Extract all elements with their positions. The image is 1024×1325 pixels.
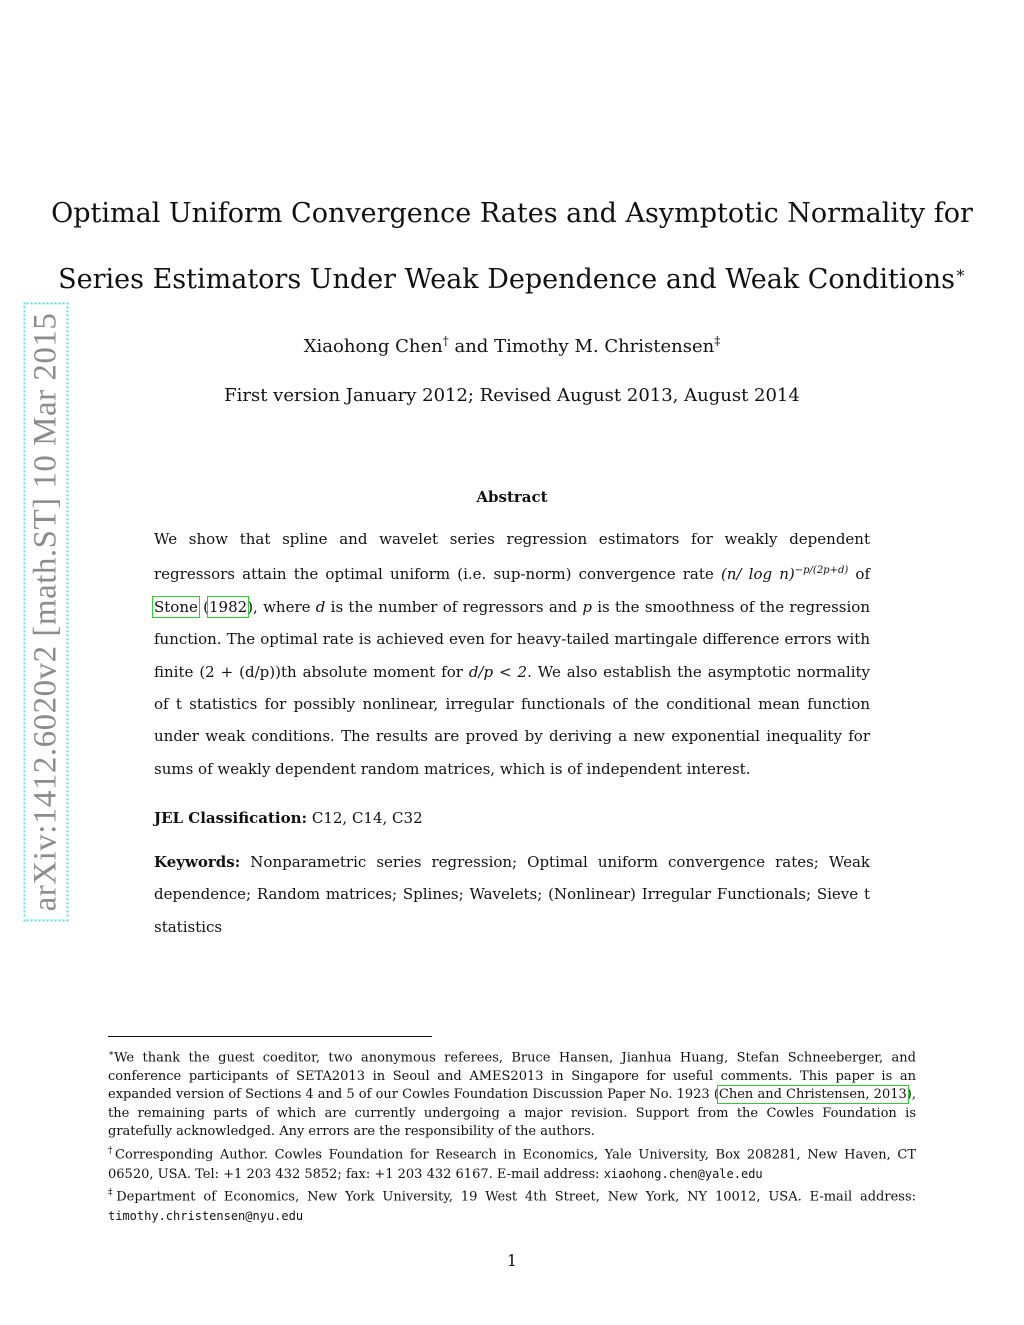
keywords-label: Keywords: [154,853,241,871]
abstract-heading: Abstract [476,488,548,506]
abstract-of: of [848,565,871,584]
title-line-1-text: Optimal Uniform Convergence Rates and Asymptotic Normality for [51,198,973,229]
citation-open-paren: ( [197,597,209,616]
jel-classification [154,806,870,830]
page-number: 1 [506,1251,518,1270]
abstract-text-6: . We also establish the asymptotic normality of t statistics for possibly nonlinear, irregular functionals of the conditional mean function under weak conditions. The results are proved by deriving a new exponential inequality for sums of weakly dependent random matrices, which is of independent interest. [154,662,871,778]
abstract-body [154,523,870,785]
title-footnote-mark[interactable]: ∗ [954,263,966,282]
citation-stone-link[interactable]: Stone [154,597,198,616]
keywords [154,846,870,943]
footnote-3-text: Department of Economics, New York University, 19 West 4th Street, New York, NY 10012, USA. E-mail address: [116,1189,917,1205]
abstract-text-4: is the smoothness of the regression function. The optimal rate is achieved even for heavy-tailed martingale difference errors with finite [154,597,870,681]
paper-title-line-2 [0,256,1024,297]
var-d: d [315,597,326,616]
paper-title-line-1 [0,197,1024,231]
abstract-text-3: is the number of regressors and [325,597,583,616]
citation-year-link[interactable]: 1982 [209,597,248,616]
footnote-2-mark: † [108,1146,115,1156]
footnote-divider [108,1036,432,1037]
rate-exponent: −p/(2p+d) [794,565,849,577]
jel-label: JEL Classification: [154,809,308,827]
rate-expression [721,565,848,583]
author-2: Timothy M. Christensen [494,336,715,357]
footnote-1-rest: ), the remaining parts of which are currently undergoing a major revision. Support from the Cowles Foundation is gratefully acknowledged. Any errors are the responsibility of the authors. [108,1087,916,1140]
condition-expression: d/p < 2 [468,662,528,681]
footnote-3 [108,1184,916,1226]
footnote-1-mark: ∗ [108,1049,115,1059]
author-2-footnote-mark[interactable]: ‡ [714,334,721,348]
footnote-2 [108,1142,916,1184]
footnote-1-text: We thank the guest coeditor, two anonymous referees, Bruce Hansen, Jianhua Huang, Stefan Schneeberger, and conference participants of SETA2013 in Seoul and AMES2013 in Singapore for useful comments. This paper is an expanded version of Sections 4 and 5 of our Cowles Foundation Discussion Paper No. 1923 ( [108,1050,916,1103]
author-1-footnote-mark[interactable]: † [442,334,449,348]
rate-base: (n/ log n) [720,565,795,584]
title-line-2-text: Series Estimators Under Weak Dependence and Weak Conditions [58,264,955,295]
keywords-value: Nonparametric series regression; Optimal uniform convergence rates; Weak dependence; Random matrices; Splines; Wavelets; (Nonlinear) Irregular Functionals; Sieve t statistics [154,853,870,936]
email-christensen[interactable]: timothy.christensen@nyu.edu [108,1208,304,1223]
authors [0,328,1024,360]
footnote-2-text: Corresponding Author. Cowles Foundation for Research in Economics, Yale University, Box 208281, New Haven, CT 06520, USA. Tel: +1 203 432 5852; fax: +1 203 432 6167. E-mail address: [108,1147,916,1182]
citation-chen-christensen-link[interactable]: Chen and Christensen, 2013 [718,1087,907,1103]
var-p: p [582,597,592,616]
footnote-3-mark: ‡ [108,1188,117,1198]
footnote-1 [108,1045,916,1142]
email-chen[interactable]: xiaohong.chen@yale.edu [603,1166,763,1181]
abstract-text-1: We show that spline and wavelet series regression estimators for weakly dependent regressors attain the optimal uniform (i.e. sup-norm) convergence rate [154,530,870,584]
version-dates: First version January 2012; Revised August 2013, August 2014 [224,385,800,406]
moment-expression: (2 + (d/p)) [199,662,281,681]
abstract-text-2: ), where [247,597,316,616]
authors-and: and [448,336,495,357]
arxiv-stamp-text[interactable]: arXiv:1412.6020v2 [math.ST] 10 Mar 2015 [24,303,69,922]
abstract-text-5: th absolute moment for [280,662,469,681]
jel-value: C12, C14, C32 [307,809,423,827]
author-1: Xiaohong Chen [303,336,443,357]
